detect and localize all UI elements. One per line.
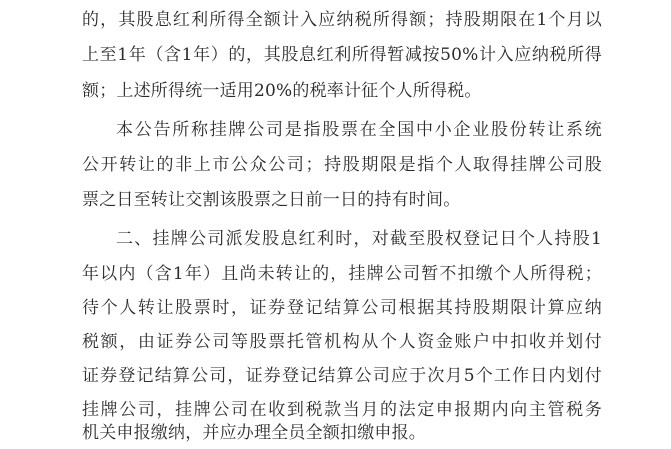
text-line-5: 公开转让的非上市公众公司；持股期限是指个人取得挂牌公司股 (82, 155, 602, 175)
text-line-11: 证券登记结算公司，证券登记结算公司应于次月5个工作日内划付 (82, 366, 602, 386)
text-line-10: 税额，由证券公司等股票托管机构从个人资金账户中扣收并划付 (82, 332, 602, 352)
text-line-9: 待个人转让股票时，证券登记结算公司根据其持股期限计算应纳 (82, 298, 602, 318)
text-line-12: 挂牌公司，挂牌公司在收到税款当月的法定申报期内向主管税务 (82, 400, 602, 420)
text-line-2: 上至1年（含1年）的，其股息红利所得暂减按50%计入应纳税所得 (82, 45, 602, 65)
text-line-13: 机关申报缴纳，并应办理全员全额扣缴申报。 (82, 423, 426, 443)
text-line-7: 二、挂牌公司派发股息红利时，对截至股权登记日个人持股1 (116, 229, 602, 249)
text-line-4: 本公告所称挂牌公司是指股票在全国中小企业股份转让系统 (116, 120, 602, 140)
text-line-3: 额；上述所得统一适用20%的税率计征个人所得税。 (82, 81, 482, 101)
text-line-6: 票之日至转让交割该股票之日前一日的持有时间。 (82, 190, 461, 210)
text-line-1: 的，其股息红利所得全额计入应纳税所得额；持股期限在1个月以 (82, 10, 602, 30)
text-line-8: 年以内（含1年）且尚未转让的，挂牌公司暂不扣缴个人所得税； (82, 264, 602, 284)
